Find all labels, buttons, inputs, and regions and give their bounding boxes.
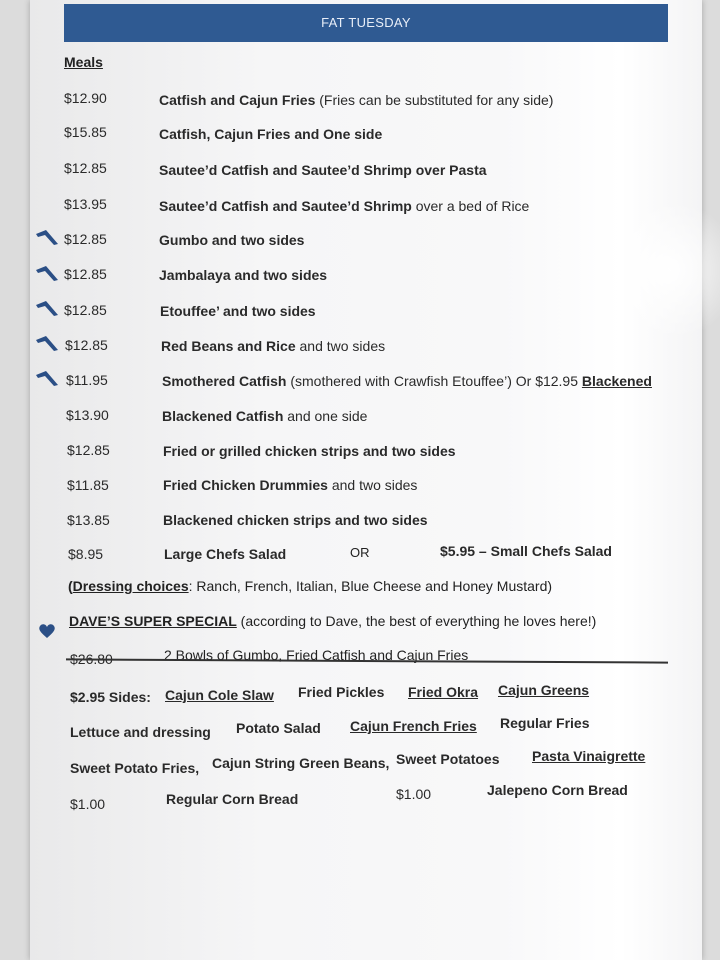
ink-check-mark-icon: [34, 297, 62, 317]
side-item: Pasta Vinaigrette: [532, 748, 646, 764]
bread-price: $1.00: [70, 796, 106, 812]
side-item: Fried Pickles: [298, 684, 385, 700]
side-item: Potato Salad: [236, 720, 321, 736]
meal-desc-note: and two sides: [327, 477, 418, 493]
bread-item: Jalepeno Corn Bread: [487, 782, 628, 798]
meal-price: $13.85: [67, 512, 110, 528]
meal-desc-main: Sautee’d Catfish and Sautee’d Shrimp: [159, 198, 412, 214]
meal-desc-main: Fried Chicken Drummies: [163, 477, 328, 493]
meal-price: $12.85: [64, 231, 107, 247]
small-salad-option: $5.95 – Small Chefs Salad: [440, 543, 612, 559]
meals-heading: Meals: [64, 54, 103, 70]
dressing-choices: [68, 578, 552, 594]
bread-item: Regular Corn Bread: [166, 791, 299, 807]
large-salad-price: $8.95: [68, 546, 104, 562]
bread-price: $1.00: [396, 786, 432, 802]
special-title: DAVE’S SUPER SPECIAL: [69, 613, 237, 629]
meal-desc: [162, 373, 652, 389]
ink-check-mark-icon: [34, 262, 62, 282]
meal-price: $11.95: [66, 372, 108, 388]
meal-desc-main: Blackened Catfish: [162, 408, 284, 424]
special-heading: [69, 613, 596, 629]
meal-price: $12.85: [65, 337, 108, 353]
ink-check-mark-icon: [34, 332, 62, 352]
meal-desc-extra: Blackened: [581, 373, 652, 389]
meal-desc-note: and two sides: [295, 338, 386, 354]
meal-desc: Catfish, Cajun Fries and One side: [159, 126, 383, 142]
side-item: Cajun String Green Beans,: [212, 755, 390, 771]
side-item: Lettuce and dressing: [70, 724, 211, 740]
meal-price: $12.85: [64, 266, 107, 282]
side-item: Sweet Potatoes: [396, 751, 500, 767]
meal-desc-main: Red Beans and Rice: [161, 338, 296, 354]
meal-desc: [163, 477, 417, 493]
side-item: Cajun Cole Slaw: [165, 687, 274, 703]
meal-desc-note: (smothered with Crawfish Etouffee’) Or $12.95: [286, 373, 582, 389]
meal-desc: Jambalaya and two sides: [159, 267, 328, 283]
meal-desc: Fried or grilled chicken strips and two sides: [163, 443, 456, 459]
menu-title: FAT TUESDAY: [321, 15, 411, 30]
meal-desc-main: Catfish and Cajun Fries: [159, 92, 316, 108]
dressing-label: Dressing choices: [72, 578, 189, 594]
meal-price: $13.95: [64, 196, 107, 212]
dressing-open-paren: (: [68, 578, 73, 594]
meal-desc-main: Smothered Catfish: [162, 373, 287, 389]
special-desc: 2 Bowls of Gumbo, Fried Catfish and Cajun Fries: [164, 647, 469, 663]
menu-title-bar: [64, 4, 668, 42]
heart-icon: [38, 622, 56, 640]
meal-desc: Gumbo and two sides: [159, 232, 305, 248]
meal-desc: Blackened chicken strips and two sides: [163, 512, 428, 528]
sides-label: $2.95 Sides:: [70, 689, 151, 705]
meal-price: $13.90: [66, 407, 109, 423]
side-item: Sweet Potato Fries,: [70, 760, 200, 776]
side-item: Cajun Greens: [498, 682, 590, 698]
meal-price: $11.85: [67, 477, 109, 493]
meal-desc-note: and one side: [283, 408, 368, 424]
meal-desc: [161, 338, 385, 354]
meal-desc: Etouffee’ and two sides: [160, 303, 316, 319]
side-item: Fried Okra: [408, 684, 479, 700]
side-item: Cajun French Fries: [350, 718, 477, 734]
salad-or: OR: [350, 545, 370, 560]
meal-price: $12.85: [64, 160, 107, 176]
side-item: Regular Fries: [500, 715, 590, 731]
meal-price: $12.90: [64, 90, 107, 106]
meal-price: $15.85: [64, 124, 107, 140]
meal-price: $12.85: [64, 302, 107, 318]
meal-desc-note: (Fries can be substituted for any side): [315, 92, 554, 108]
meal-desc: [159, 198, 529, 214]
ink-check-mark-icon: [34, 226, 62, 246]
special-note: (according to Dave, the best of everything he loves here!): [236, 613, 597, 629]
special-price: $26.80: [70, 651, 113, 667]
meal-desc: Sautee’d Catfish and Sautee’d Shrimp over Pasta: [159, 162, 487, 178]
meal-desc: [159, 92, 553, 108]
meal-desc-note: over a bed of Rice: [411, 198, 530, 214]
large-salad-label: Large Chefs Salad: [164, 546, 287, 562]
meal-desc: [162, 408, 367, 424]
ink-check-mark-icon: [34, 367, 62, 387]
meal-price: $12.85: [67, 442, 110, 458]
dressing-list: : Ranch, French, Italian, Blue Cheese and Honey Mustard): [188, 578, 553, 594]
